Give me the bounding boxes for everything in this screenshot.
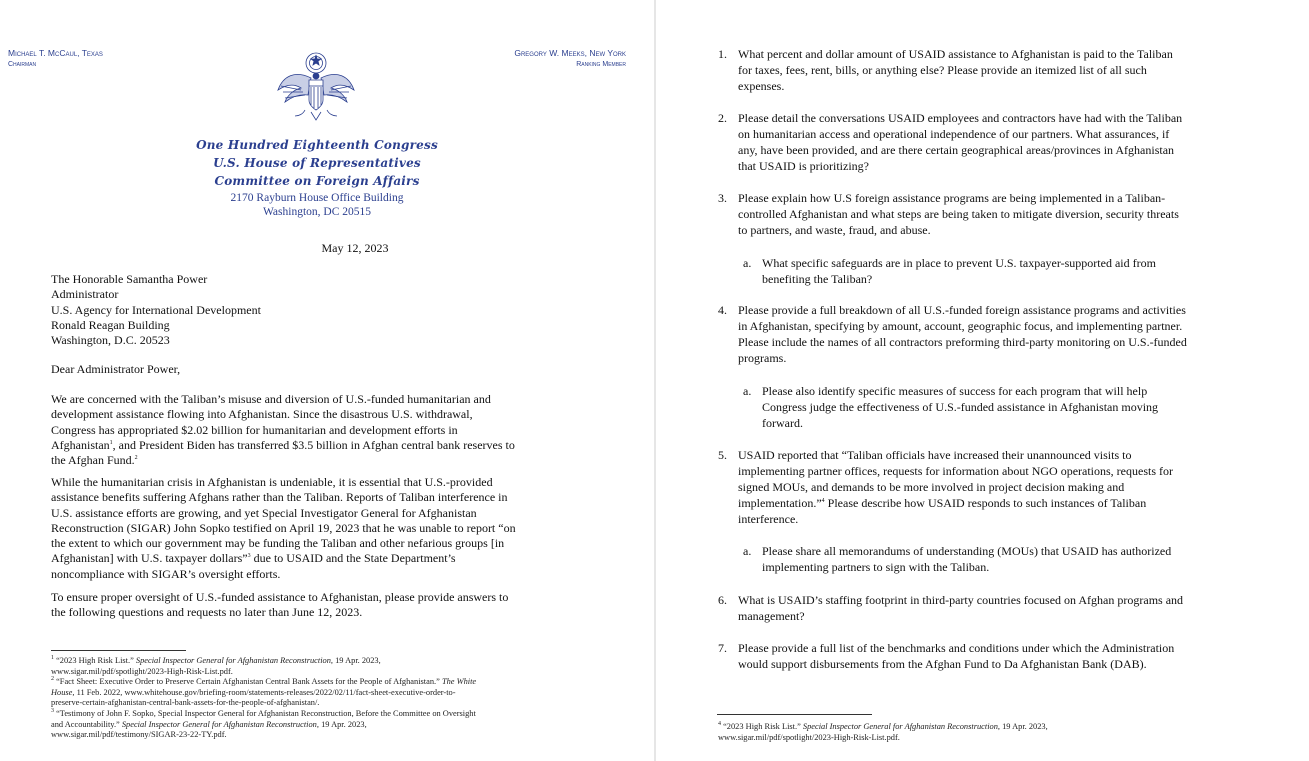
text-line: would support disbursements from the Afghan Fund to Da Afghanistan Bank (DAB). xyxy=(738,657,1147,671)
question-number: 6. xyxy=(718,593,727,607)
text-line: the following questions and requests no later than June 12, 2023. xyxy=(51,605,363,620)
footnote-text: , 11 Feb. 2022, www.whitehouse.gov/briefing-room/statements-releases/2022/02/11/fact-sheet-executive-order-to- xyxy=(72,687,456,697)
great-seal-eagle-icon xyxy=(275,50,357,122)
letter-date: May 12, 2023 xyxy=(321,241,389,255)
text-line xyxy=(51,453,515,468)
text-line: assistance benefits suffering Afghans rather than the Taliban. Reports of Taliban interference in xyxy=(51,490,508,505)
text-line: Congress judge the effectiveness of U.S.-funded assistance in Afghanistan moving xyxy=(762,400,1159,414)
letterhead xyxy=(0,136,634,219)
text-line: in Afghanistan, specifying by amount, account, geographic focus, and implementing partner. xyxy=(738,319,1183,333)
text-line: Congress has appropriated $2.02 billion for humanitarian and development efforts in xyxy=(51,422,458,437)
text-span: implementation.” xyxy=(738,496,822,510)
text-line xyxy=(51,438,515,453)
text-line: Please detail the conversations USAID employees and contractors have had with the Taliban xyxy=(738,111,1183,125)
text-line xyxy=(51,551,516,566)
house-line: U.S. House of Representatives xyxy=(213,156,421,170)
question-number: a. xyxy=(743,384,752,398)
question-number: 7. xyxy=(718,641,727,655)
paragraph-3 xyxy=(51,590,508,621)
text-line: Please also identify specific measures of success for each program that will help xyxy=(762,384,1148,398)
footnote-ref: 3 xyxy=(247,553,251,560)
text-line: To ensure proper oversight of U.S.-funded assistance to Afghanistan, please provide answers to xyxy=(51,590,509,604)
chairman-role: Chairman xyxy=(8,61,37,68)
footnote-ref: 1 xyxy=(109,439,113,446)
text-line: programs. xyxy=(738,351,787,365)
footnote-text: “2023 High Risk List.” xyxy=(56,656,134,665)
footnote-url: www.sigar.mil/pdf/spotlight/2023-High-Risk-List.pdf. xyxy=(51,666,233,676)
text-line: Please explain how U.S foreign assistance programs are being implemented in a Taliban- xyxy=(738,191,1166,205)
footnote-url: preserve-certain-afghanistan-central-bank-assets-for-the-people-of-afghanistan/. xyxy=(51,698,320,708)
recipient-line: Administrator xyxy=(51,287,119,302)
footnote-ref: 4 xyxy=(821,498,825,504)
text-line: expenses. xyxy=(738,79,785,93)
text-line: Please provide a full list of the benchmarks and conditions under which the Administration xyxy=(738,641,1175,655)
footnote-source: Special Inspector General for Afghanistan Reconstruction xyxy=(121,719,317,729)
salutation: Dear Administrator Power, xyxy=(51,362,181,376)
question-number: 1. xyxy=(718,47,727,61)
text-line: We are concerned with the Taliban’s misuse and diversion of U.S.-funded humanitarian and xyxy=(51,392,491,406)
office-address: 2170 Rayburn House Office Building xyxy=(230,192,404,204)
text-span: due to USAID and the State Department’s xyxy=(250,551,456,566)
office-city: Washington, DC 20515 xyxy=(262,206,371,218)
recipient-line: Ronald Reagan Building xyxy=(51,317,170,332)
footnote-2 xyxy=(51,677,581,709)
text-line: any, have been provided, and are there certain geographical areas/provinces in Afghanistan xyxy=(738,143,1175,157)
text-line: management? xyxy=(738,609,805,623)
text-line: noncompliance with SIGAR’s oversight efforts. xyxy=(51,566,281,581)
text-line xyxy=(738,495,1258,511)
ranking-member-role: Ranking Member xyxy=(576,61,626,68)
text-span: Afghanistan] with U.S. taxpayer dollars” xyxy=(51,551,248,566)
text-line: on humanitarian access and operational independence of our partners. What assurances, if xyxy=(738,127,1170,141)
text-span: Afghanistan xyxy=(51,437,110,452)
footnote-4 xyxy=(718,721,1278,743)
footnote-divider xyxy=(51,650,186,651)
question-number: 3. xyxy=(718,191,727,205)
footnote-source: House xyxy=(51,687,73,697)
recipient-line: Washington, D.C. 20523 xyxy=(51,333,170,348)
footnote-text: and Accountability.” xyxy=(51,719,120,729)
text-line: benefiting the Taliban? xyxy=(762,272,873,286)
footnote-mark: 3 xyxy=(51,708,54,715)
footnote-source: Special Inspector General for Afghanistan Reconstruction xyxy=(802,722,998,731)
text-line: What specific safeguards are in place to prevent U.S. taxpayer-supported aid from xyxy=(762,256,1156,270)
footnote-text: , 19 Apr. 2023, xyxy=(330,656,381,665)
letter-page-1 xyxy=(0,0,654,761)
footnote-mark: 2 xyxy=(51,676,54,683)
recipient-line: The Honorable Samantha Power xyxy=(51,272,208,286)
chairman-name: Michael T. McCaul, Texas xyxy=(8,48,103,58)
footnote-text: “2023 High Risk List.” xyxy=(723,722,801,731)
chairman-block xyxy=(8,48,103,70)
footnote-source: The White xyxy=(441,677,477,686)
text-line: interference. xyxy=(738,512,799,526)
footnote-url: www.sigar.mil/pdf/testimony/SIGAR-23-22-TY.pdf. xyxy=(51,730,227,740)
text-span: the Afghan Fund. xyxy=(51,453,135,468)
footnote-source: Special Inspector General for Afghanistan Reconstruction xyxy=(135,656,331,665)
paragraph-1 xyxy=(51,392,515,468)
text-line: What is USAID’s staffing footprint in third-party countries focused on Afghan programs and xyxy=(738,593,1184,607)
ranking-member-block xyxy=(514,48,626,70)
text-line: signed MOUs, and demands to be more involved in project decision making and xyxy=(738,480,1125,494)
congress-line: One Hundred Eighteenth Congress xyxy=(196,138,438,152)
text-line: for taxes, fees, rent, bills, or anything else? Please provide an itemized list of all such xyxy=(738,63,1147,77)
text-line: While the humanitarian crisis in Afghanistan is undeniable, it is essential that U.S.-provided xyxy=(51,475,493,489)
text-line: What percent and dollar amount of USAID assistance to Afghanistan is paid to the Taliban xyxy=(738,47,1173,61)
footnote-text: , 19 Apr. 2023, xyxy=(316,719,367,729)
question-number: a. xyxy=(743,256,752,270)
text-line: U.S. assistance efforts are growing, and yet Special Investigator General for Afghanistan xyxy=(51,505,477,520)
recipient-line: U.S. Agency for International Development xyxy=(51,302,261,317)
ranking-member-name: Gregory W. Meeks, New York xyxy=(514,48,626,58)
text-line: that USAID is prioritizing? xyxy=(738,159,869,173)
recipient-address xyxy=(51,272,261,348)
text-span: , and President Biden has transferred $3.5 billion in Afghan central bank reserves to xyxy=(112,437,515,452)
text-line: forward. xyxy=(762,416,803,430)
paragraph-2 xyxy=(51,475,516,582)
footnote-ref: 2 xyxy=(134,455,138,462)
text-line: USAID reported that “Taliban officials have increased their unannounced visits to xyxy=(738,448,1132,462)
question-number: 4. xyxy=(718,303,727,317)
text-line: implementing partner offices, requests for information about NGO operations, requests for xyxy=(738,464,1173,478)
text-line: controlled Afghanistan and what steps are being taken to mitigate diversion, security threats xyxy=(738,207,1179,221)
question-number: 2. xyxy=(718,111,727,125)
committee-line: Committee on Foreign Affairs xyxy=(214,174,420,188)
footnote-text: “Testimony of John F. Sopko, Special Inspector General for Afghanistan Reconstruction, Before the Committee on Oversight xyxy=(56,709,476,718)
text-line: the extent to which our government may be funding the Taliban and other nefarious groups [in xyxy=(51,536,505,551)
question-number: a. xyxy=(743,544,752,558)
text-line: Please share all memorandums of understanding (MOUs) that USAID has authorized xyxy=(762,544,1172,558)
footnote-text: , 19 Apr. 2023, xyxy=(997,722,1048,731)
footnote-text: “Fact Sheet: Executive Order to Preserve Certain Afghanistan Central Bank Assets for the People of Afghanistan.” xyxy=(56,677,440,686)
question-number: 5. xyxy=(718,448,727,462)
text-line: to partners, and waste, fraud, and abuse. xyxy=(738,223,931,237)
footnote-url: www.sigar.mil/pdf/spotlight/2023-High-Risk-List.pdf. xyxy=(718,733,900,742)
footnote-1 xyxy=(51,656,581,677)
text-line: development assistance flowing into Afghanistan. Since the disastrous U.S. withdrawal, xyxy=(51,407,473,422)
footnote-mark: 1 xyxy=(51,655,54,662)
text-line: Please include the names of all contractors preforming third-party monitoring on U.S.-funded xyxy=(738,335,1187,349)
text-line: Reconstruction (SIGAR) John Sopko testified on April 19, 2023 that he was unable to report “on xyxy=(51,520,516,535)
text-span: Please describe how USAID responds to such instances of Taliban xyxy=(824,496,1147,510)
text-line: Please provide a full breakdown of all U.S.-funded foreign assistance programs and activities xyxy=(738,303,1186,317)
text-line: implementing partners to sign with the Taliban. xyxy=(762,560,990,574)
footnote-mark: 4 xyxy=(718,721,721,728)
footnote-divider xyxy=(717,714,872,715)
footnote-3 xyxy=(51,709,581,741)
